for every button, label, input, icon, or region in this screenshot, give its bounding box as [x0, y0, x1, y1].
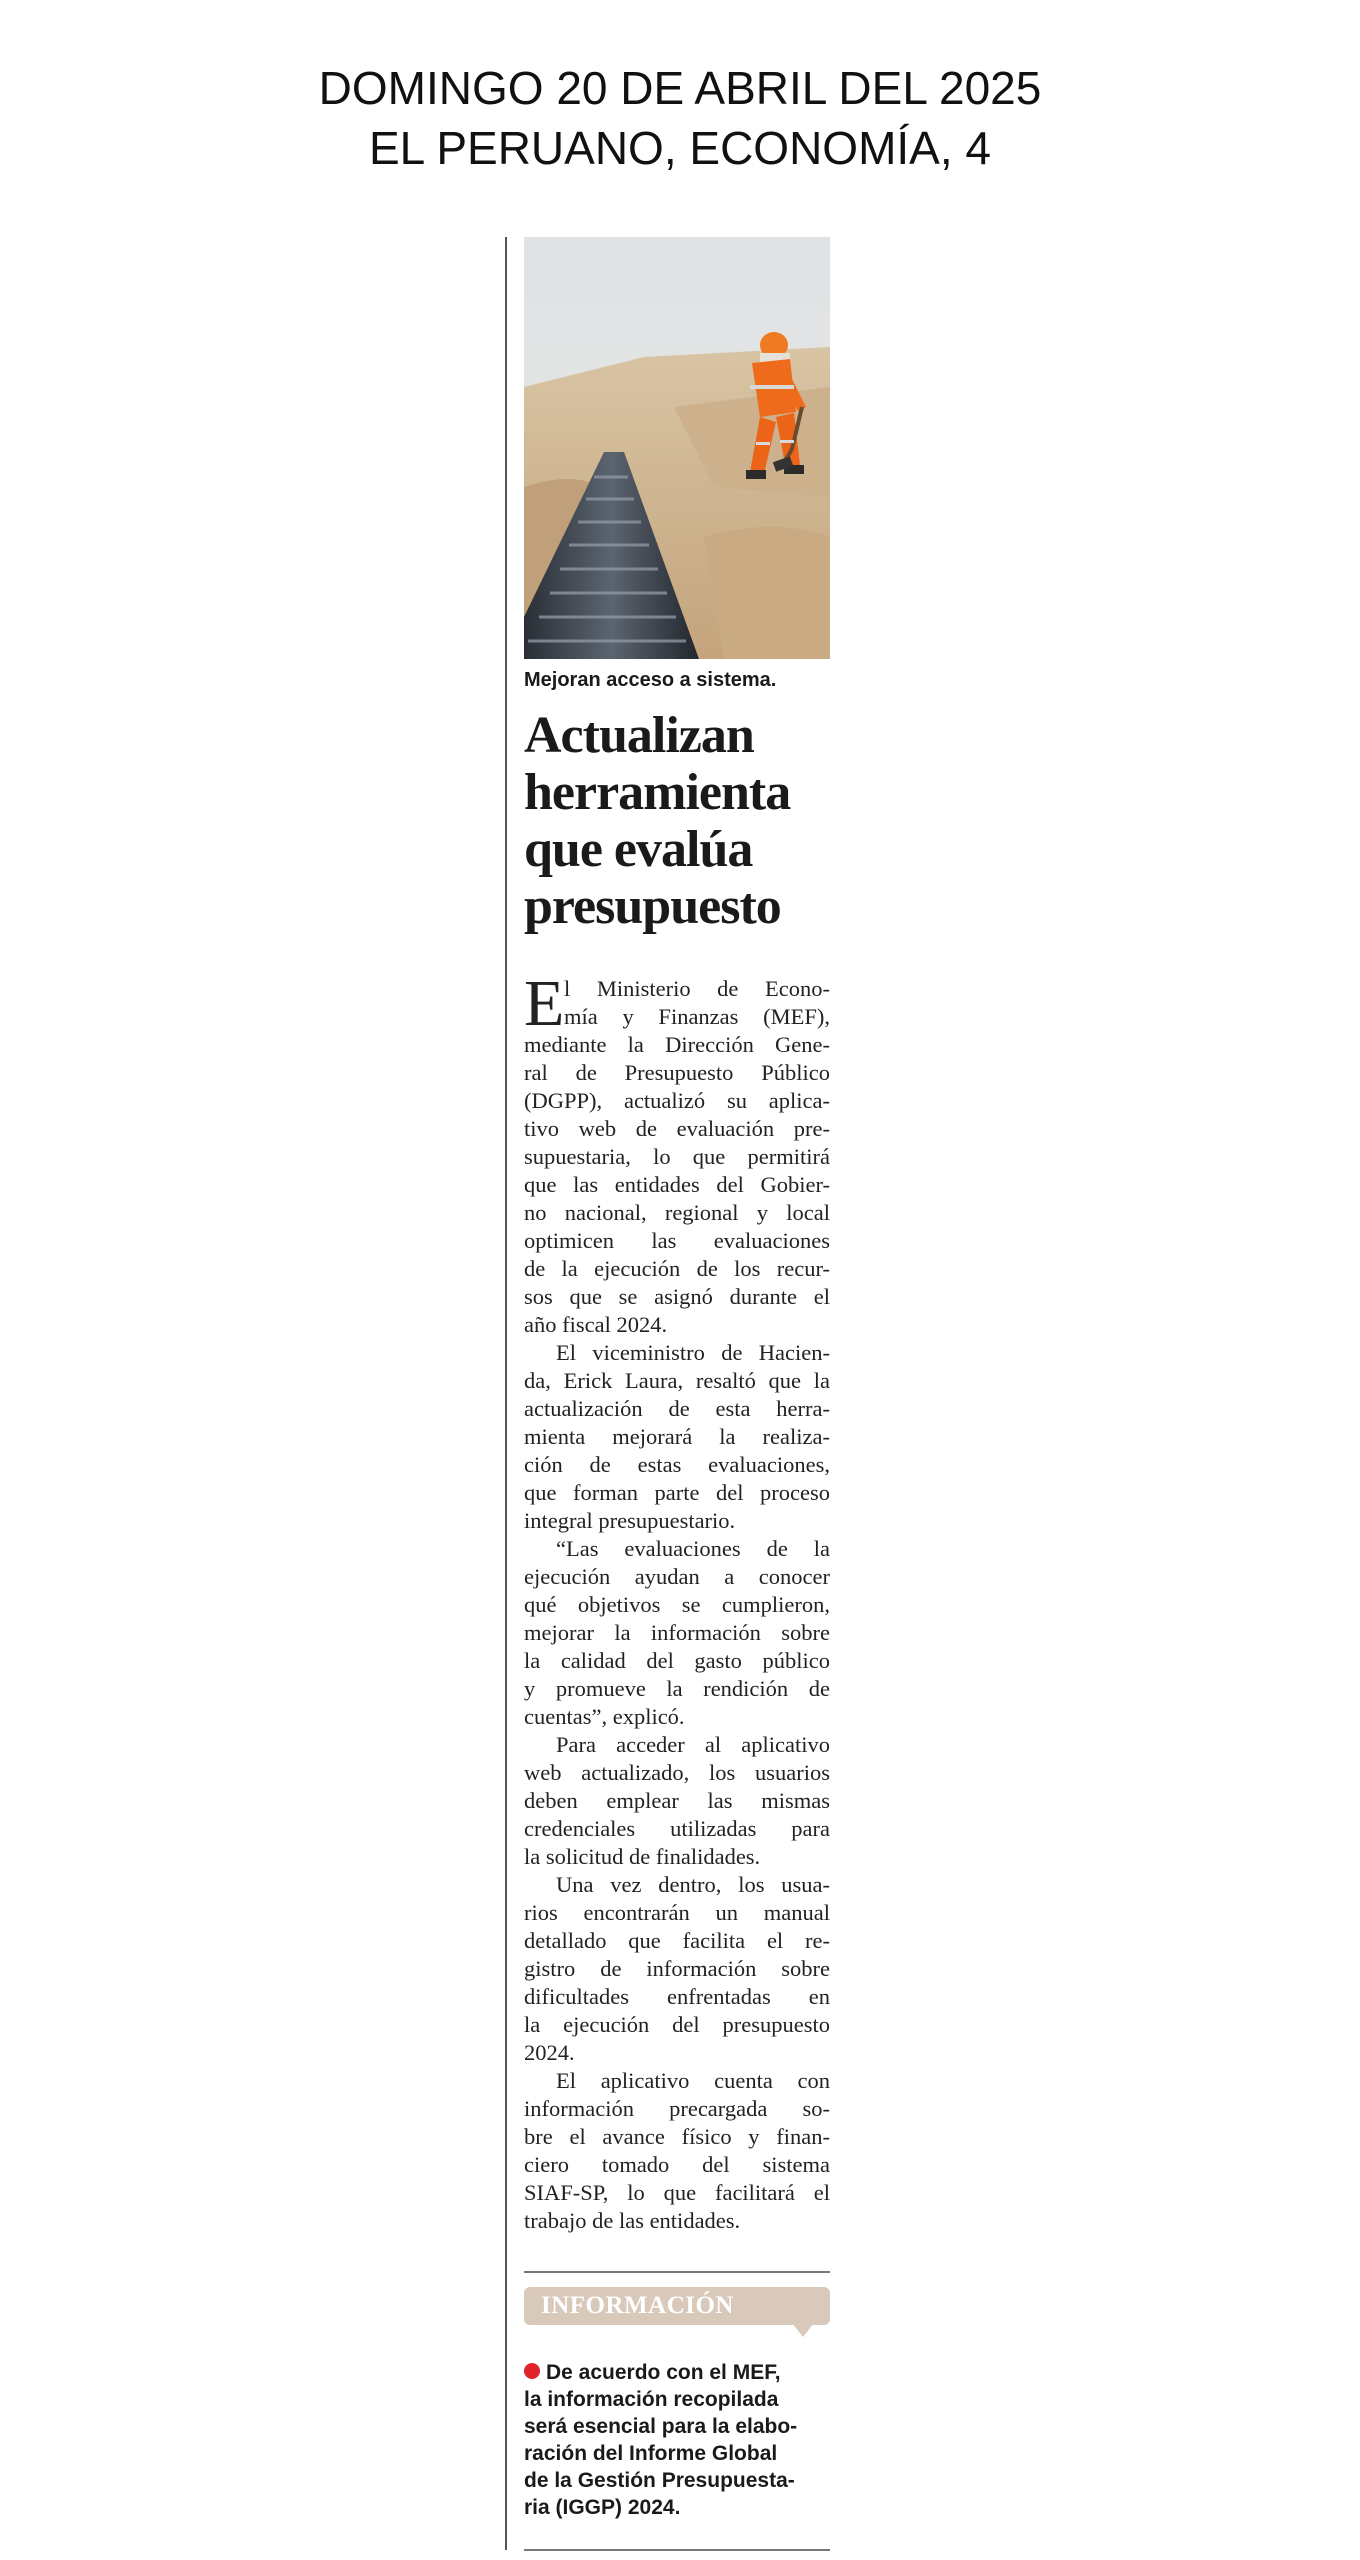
headline-line: Actualizan: [524, 707, 754, 764]
body-line: actualización de esta herra-: [524, 1396, 830, 1421]
body-line: SIAF-SP, lo que facilitará el: [524, 2180, 830, 2205]
info-line: de la Gestión Presupuesta-: [524, 2469, 795, 2492]
article-photo: [524, 237, 830, 659]
body-line: ral de Presupuesto Público: [524, 1060, 830, 1085]
info-line: será esencial para la elabo-: [524, 2415, 798, 2438]
body-line: que forman parte del proceso: [524, 1480, 830, 1505]
pipe-worker-illustration: [524, 237, 830, 659]
info-line: De acuerdo con el MEF,: [524, 2359, 830, 2386]
body-line: ciero tomado del sistema: [524, 2152, 830, 2177]
article-body: [524, 967, 830, 2235]
body-line: optimicen las evaluaciones: [524, 1228, 830, 1253]
body-line: (DGPP), actualizó su aplica-: [524, 1088, 830, 1113]
body-line: detallado que facilita el re-: [524, 1928, 830, 1953]
body-line: mienta mejorará la realiza-: [524, 1424, 830, 1449]
info-line: la información recopilada: [524, 2388, 779, 2411]
body-line: cuentas”, explicó.: [524, 1704, 685, 1729]
body-line: qué objetivos se cumplieron,: [524, 1592, 830, 1617]
info-box-label: INFORMACIÓN: [541, 2292, 734, 2319]
body-line: trabajo de las entidades.: [524, 2208, 741, 2233]
headline-line: que evalúa: [524, 821, 753, 878]
body-line: que las entidades del Gobier-: [524, 1172, 830, 1197]
body-line: web actualizado, los usuarios: [524, 1760, 830, 1785]
info-tab-pointer: [792, 2323, 814, 2337]
red-bullet-icon: [524, 2363, 540, 2379]
body-line: año fiscal 2024.: [524, 1312, 668, 1337]
body-line: mediante la Dirección Gene-: [524, 1032, 830, 1057]
page-header: [0, 58, 1360, 178]
body-line: El aplicativo cuenta con: [556, 2068, 830, 2093]
info-line: ración del Informe Global: [524, 2442, 778, 2465]
photo-caption: Mejoran acceso a sistema.: [524, 669, 777, 691]
body-line: rios encontrarán un manual: [524, 1900, 830, 1925]
body-line: de la ejecución de los recur-: [524, 1256, 830, 1281]
body-line: El viceministro de Hacien-: [556, 1340, 830, 1365]
info-box-top-rule: [524, 2271, 830, 2273]
body-line: sos que se asignó durante el: [524, 1284, 830, 1309]
body-line: l Ministerio de Econo-: [564, 976, 830, 1001]
headline-line: herramienta: [524, 764, 791, 821]
drop-cap: E: [524, 967, 565, 1040]
info-line: ria (IGGP) 2024.: [524, 2496, 681, 2519]
body-line: bre el avance físico y finan-: [524, 2124, 830, 2149]
column-divider: [505, 237, 507, 2550]
info-box-bottom-rule: [524, 2549, 830, 2551]
body-line: supuestaria, lo que permitirá: [524, 1144, 830, 1169]
body-line: no nacional, regional y local: [524, 1200, 830, 1225]
body-line: Para acceder al aplicativo: [556, 1732, 830, 1757]
body-line: la ejecución del presupuesto: [524, 2012, 830, 2037]
body-line: integral presupuestario.: [524, 1508, 736, 1533]
body-line: 2024.: [524, 2040, 575, 2065]
body-line: la solicitud de finalidades.: [524, 1844, 761, 1869]
info-box-tab: [524, 2287, 830, 2325]
body-line: mejorar la información sobre: [524, 1620, 830, 1645]
header-publication: EL PERUANO, ECONOMÍA, 4: [369, 122, 991, 174]
headline-line: presupuesto: [524, 878, 781, 935]
body-line: Una vez dentro, los usua-: [556, 1872, 830, 1897]
body-line: da, Erick Laura, resaltó que la: [524, 1368, 830, 1393]
body-line: credenciales utilizadas para: [524, 1816, 830, 1841]
first-paragraph-opening: [524, 967, 830, 1040]
body-line: y promueve la rendición de: [524, 1676, 830, 1701]
info-box-text: [524, 2359, 830, 2521]
header-date: DOMINGO 20 DE ABRIL DEL 2025: [318, 62, 1042, 114]
body-line: “Las evaluaciones de la: [556, 1536, 830, 1561]
body-line: ción de estas evaluaciones,: [524, 1452, 830, 1477]
body-line: la calidad del gasto público: [524, 1648, 830, 1673]
body-line: mía y Finanzas (MEF),: [564, 1004, 830, 1029]
body-line: ejecución ayudan a conocer: [524, 1564, 830, 1589]
body-line: tivo web de evaluación pre-: [524, 1116, 830, 1141]
body-line: dificultades enfrentadas en: [524, 1984, 830, 2009]
body-line: información precargada so-: [524, 2096, 830, 2121]
article-headline: [524, 707, 834, 935]
body-line: deben emplear las mismas: [524, 1788, 830, 1813]
body-line: gistro de información sobre: [524, 1956, 830, 1981]
